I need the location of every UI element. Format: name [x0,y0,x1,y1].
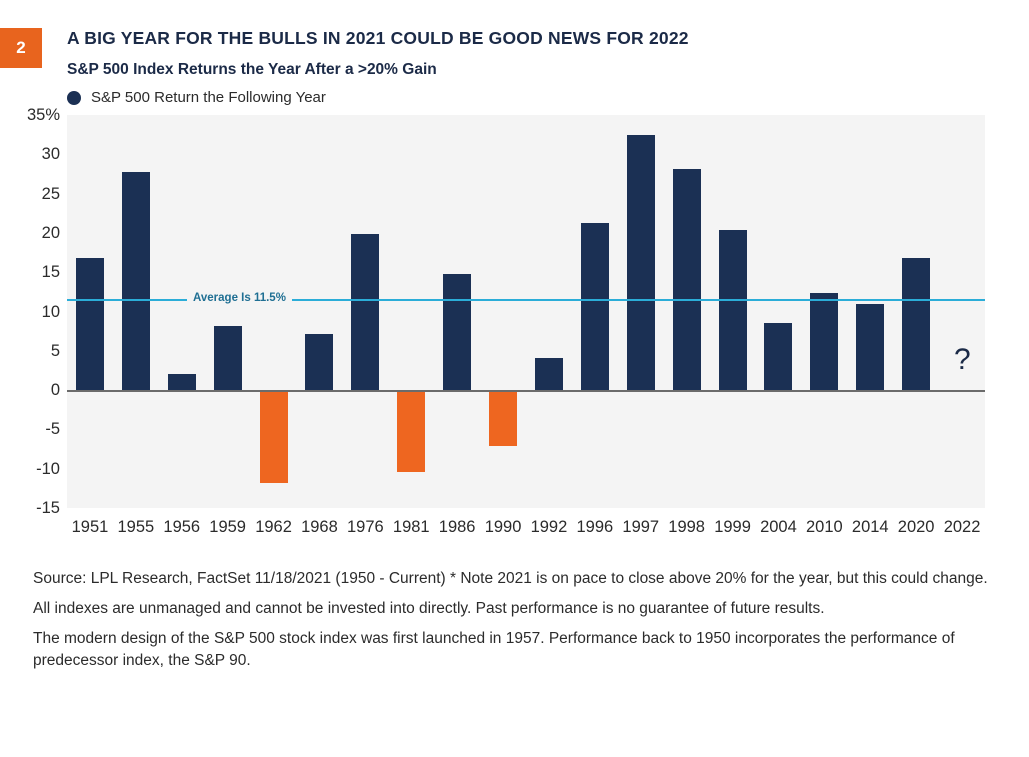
x-axis-tick-label: 2010 [805,518,843,536]
bar [856,304,884,390]
footnote-source: Source: LPL Research, FactSet 11/18/2021 (1950 - Current) * Note 2021 is on pace to close above 20% for the year, but this could change. [33,570,988,587]
bar [627,135,655,390]
y-axis-tick-label: 35% [26,106,60,124]
x-axis-tick-label: 1992 [530,518,568,536]
bar [351,234,379,390]
legend-marker-circle-icon [67,91,81,105]
x-axis-tick-label: 1996 [576,518,614,536]
bar [260,390,288,483]
x-axis-tick-label: 1951 [71,518,109,536]
y-axis-tick-label: -10 [36,459,60,478]
x-axis-tick-label: 2022 [943,518,981,536]
footnote-index-history: The modern design of the S&P 500 stock index was first launched in 1957. Performance back to 1950 incorporates the performance of predecessor index, the S&P 90. [33,630,955,669]
x-axis-tick-label: 1956 [163,518,201,536]
x-axis-tick-label: 1955 [117,518,155,536]
chart-plot-area [67,115,985,508]
y-axis-tick-label: 0 [50,381,60,400]
bar [214,326,242,390]
y-axis-tick-label: -5 [45,420,60,439]
page-subtitle: S&P 500 Index Returns the Year After a >20% Gain [67,61,437,78]
y-axis-tick-label: 5 [50,341,60,360]
bar [305,334,333,391]
bar [443,274,471,390]
x-axis-tick-label: 1968 [301,518,338,536]
y-axis-tick-label: -15 [36,499,60,517]
unknown-value-marker: ? [954,343,971,377]
y-axis [0,106,60,517]
bar [810,293,838,390]
bar [719,230,747,390]
chart-legend [67,89,326,106]
y-axis-tick-label: 15 [41,263,60,282]
bar [581,223,609,390]
x-axis-tick-label: 1986 [438,518,476,536]
average-reference-label: Average Is 11.5% [187,292,292,304]
x-axis-tick-label: 1962 [255,518,292,536]
bar [76,258,104,390]
x-axis-tick-label: 1976 [346,518,384,536]
x-axis-tick-label: 1999 [714,518,751,536]
legend-item-label: S&P 500 Return the Following Year [91,89,326,106]
x-axis-tick-label: 2020 [897,518,935,536]
bar [397,390,425,472]
bar [902,258,930,390]
bar [535,358,563,390]
x-axis [67,515,985,543]
zero-axis-line [67,390,985,392]
y-axis-tick-label: 10 [41,302,60,321]
page-title: A BIG YEAR FOR THE BULLS IN 2021 COULD BE GOOD NEWS FOR 2022 [67,28,689,48]
x-axis-tick-label: 2004 [760,518,797,536]
footnote-disclaimer: All indexes are unmanaged and cannot be invested into directly. Past performance is no guarantee of future results. [33,600,825,617]
bar [168,374,196,391]
x-axis-tick-label: 2014 [851,518,889,536]
x-axis-tick-label: 1981 [392,518,430,536]
y-axis-tick-label: 30 [41,145,60,164]
x-axis-tick-label: 1990 [484,518,522,536]
x-axis-tick-label: 1997 [622,518,660,536]
bar [122,172,150,391]
x-axis-tick-label: 1959 [209,518,246,536]
footnotes [33,568,993,680]
bar [764,323,792,391]
bar [489,390,517,446]
x-axis-tick-label: 1998 [668,518,705,536]
y-axis-tick-label: 25 [41,184,60,203]
figure-number: 2 [16,38,26,57]
y-axis-tick-label: 20 [41,223,60,242]
bar [673,169,701,390]
figure-number-badge [0,28,42,68]
bars-container [67,115,985,508]
